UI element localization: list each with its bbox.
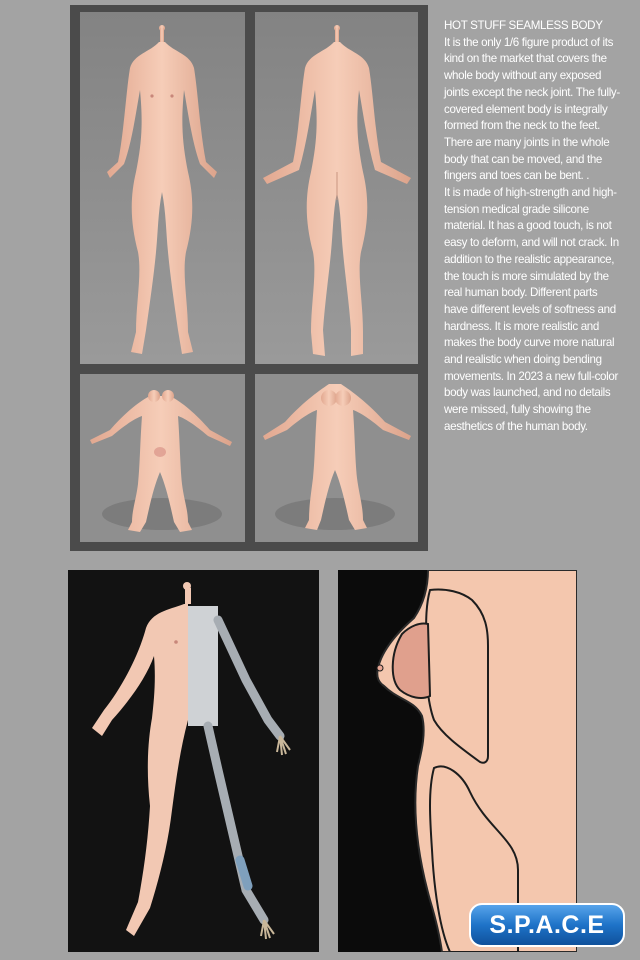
space-logo-text: S.P.A.C.E — [489, 911, 605, 939]
description-title: HOT STUFF SEAMLESS BODY — [444, 19, 603, 32]
figure-lying-back-photo — [255, 374, 418, 542]
figure-back-photo — [255, 12, 418, 364]
space-logo — [468, 902, 626, 948]
figure-skeleton-cutaway-photo — [68, 570, 319, 952]
product-description — [444, 18, 622, 436]
description-paragraph: It is the only 1/6 figure product of its kind on the market that covers the whole body without any exposed joints except the neck joint. The fully-covered element body is integrally formed from the neck to the feet. There are many joints in the whole body that can be moved, and the fingers and toes can be bent. . — [444, 35, 620, 183]
body-cross-section-diagram — [338, 570, 577, 952]
figure-front-photo — [80, 12, 245, 364]
figure-lying-front-photo — [80, 374, 245, 542]
description-paragraph: It is made of high-strength and high-tension medical grade silicone material. It has a good touch, is not easy to deform, and will not crack. In addition to the realistic appearance, the touch is more simulated by the real human body. Different parts have different levels of softness and hardness. It is more realistic and makes the body curve more natural and realistic when doing bending movements. In 2023 a new full-color body was launched, and no details were missed, fully showing the aesthetics of the human body. — [444, 186, 619, 433]
